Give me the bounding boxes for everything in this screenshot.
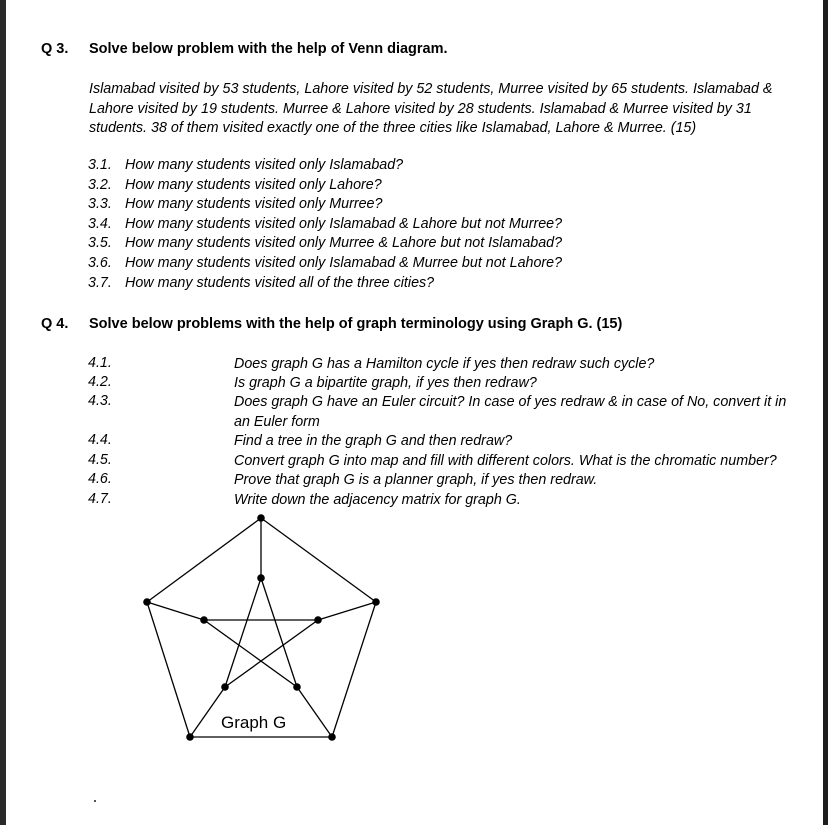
q4-item-text: Find a tree in the graph G and then redraw?: [234, 433, 513, 449]
q4-number: Q 4.: [41, 316, 69, 332]
q4-item-number: 4.5.: [88, 452, 112, 468]
q4-item-text: Is graph G a bipartite graph, if yes then redraw?: [234, 375, 537, 391]
graph-vertex: [221, 683, 229, 691]
graph-vertex: [143, 598, 151, 606]
graph-label: Graph G: [221, 713, 287, 732]
graph-edge: [147, 602, 204, 620]
graph-edges: [147, 518, 376, 737]
graph-vertex: [372, 598, 380, 606]
graph-vertex: [257, 514, 265, 522]
q4-item-number: 4.3.: [88, 393, 112, 409]
graph-edge: [147, 518, 261, 602]
graph-edge: [225, 578, 261, 687]
graph-vertex: [328, 733, 336, 741]
q4-item-text: Does graph G has a Hamilton cycle if yes then redraw such cycle?: [234, 356, 655, 372]
q4-item-number: 4.1.: [88, 355, 112, 371]
q3-list: 3.1. How many students visited only Islamabad? 3.2. How many students visited only Lahore? 3.3. How many students visited only Murree? 3.4. How many students visited only Islamabad & Lahore but not Murree? 3.5. How many students visited only Murree & Lahore but not Islamabad? 3.6. How many students visited only Islamabad & Murree but not Lahore? 3.7. How many students visited all of the three cities?: [88, 157, 563, 291]
graph-edge: [204, 620, 297, 687]
graph-vertex: [293, 683, 301, 691]
q4-title: Solve below problems with the help of graph terminology using Graph G. (15): [89, 316, 623, 332]
graph-edge: [225, 620, 318, 687]
graph-vertex: [200, 616, 208, 624]
q3-title: Solve below problem with the help of Venn diagram.: [89, 41, 448, 57]
q4-item-text: Write down the adjacency matrix for graph G.: [234, 492, 521, 508]
q4-item-number: 4.7.: [88, 491, 112, 507]
q4-item-text: Convert graph G into map and fill with different colors. What is the chromatic number?: [234, 453, 777, 469]
graph-vertex: [314, 616, 322, 624]
q4-item-text: Does graph G have an Euler circuit? In case of yes redraw & in case of No, convert it in an Euler form: [234, 394, 787, 430]
q3-number: Q 3.: [41, 41, 69, 57]
graph-edge: [318, 602, 376, 620]
q3-paragraph: Islamabad visited by 53 students, Lahore visited by 52 students, Murree visited by 65 students. Islamabad & Lahore visited by 19 students. Murree & Lahore visited by 28 students. Islamabad & Murree visited by 31 students. 38 of them visited exactly one of the three cities like Islamabad, Lahore & Murree. (15): [89, 81, 773, 136]
graph-edge: [190, 687, 225, 737]
graph-edge: [261, 578, 297, 687]
graph-edge: [261, 518, 376, 602]
graph-vertex: [257, 574, 265, 582]
graph-edge: [297, 687, 332, 737]
graph-vertex: [186, 733, 194, 741]
q4-item-number: 4.6.: [88, 471, 112, 487]
q4-item-number: 4.2.: [88, 374, 112, 390]
graph-edge: [332, 602, 376, 737]
q4-item-text: Prove that graph G is a planner graph, if yes then redraw.: [234, 472, 598, 488]
graph-edge: [147, 602, 190, 737]
q4-item-number: 4.4.: [88, 432, 112, 448]
